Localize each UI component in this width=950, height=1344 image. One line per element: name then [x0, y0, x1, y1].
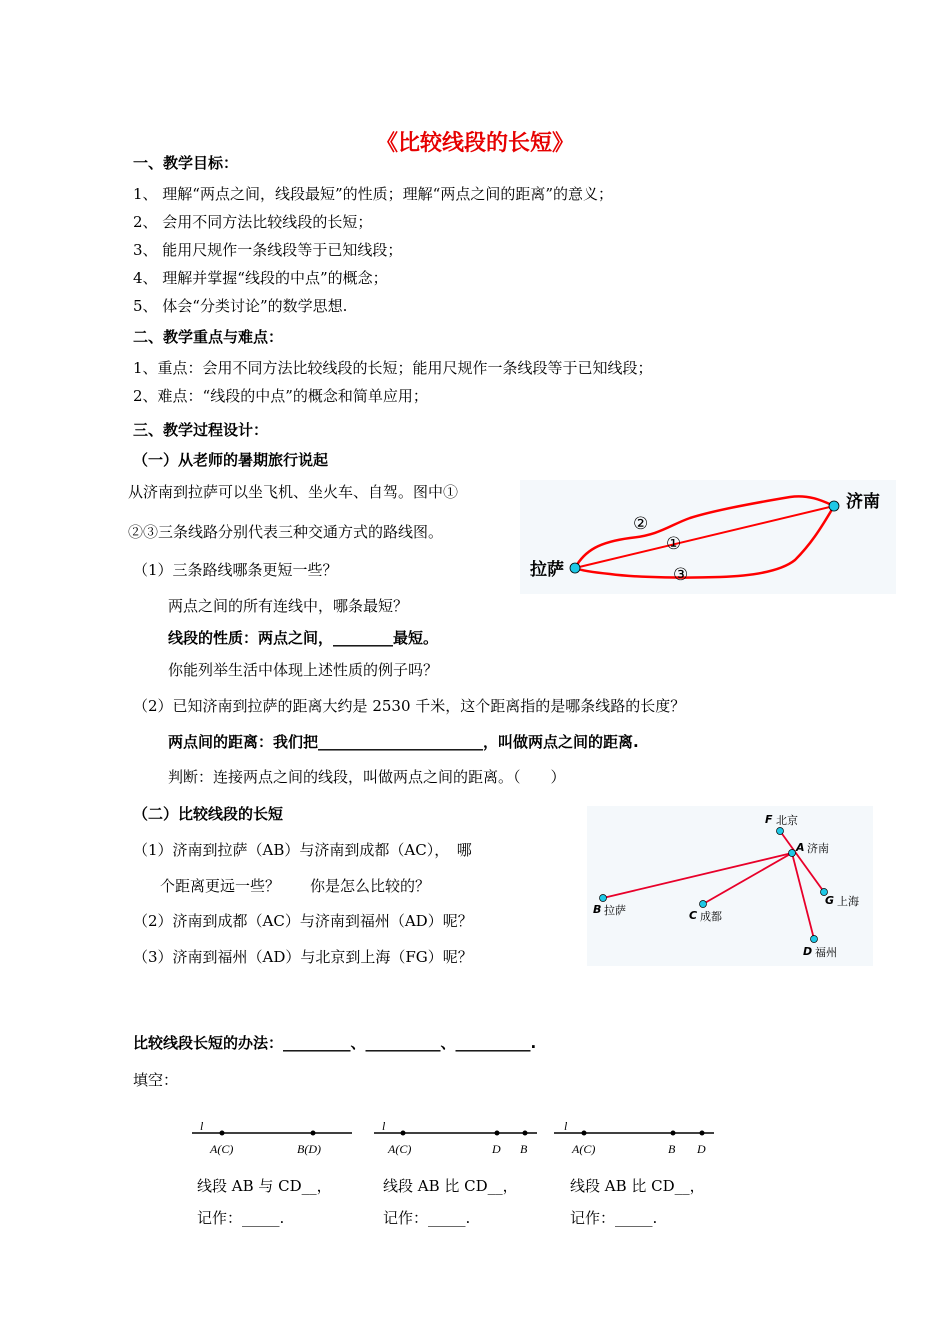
label-G-name: 上海 — [837, 895, 859, 908]
answer-2: 线段 AB 比 CD__， — [383, 1177, 518, 1195]
label-p3: D — [697, 1142, 706, 1156]
number-line-3 — [552, 1118, 722, 1163]
distance-definition: 两点间的距离：我们把______________________，叫做两点之间的距离. — [168, 733, 639, 751]
answer-1: 线段 AB 与 CD__， — [197, 1177, 332, 1195]
page-title: 《比较线段的长短》 — [375, 131, 574, 156]
jinan-label: 济南 — [846, 492, 880, 512]
section-objectives: 一、教学目标： — [133, 154, 239, 172]
part2-question1-a: （1）济南到拉萨（AB）与济南到成都（AC）， 哪 — [133, 841, 472, 859]
part1-q1-sub3: 你能列举生活中体现上述性质的例子吗？ — [168, 661, 439, 679]
line-AD — [792, 853, 814, 939]
part1-intro-line1: 从济南到拉萨可以坐飞机、坐火车、自驾。图中① — [128, 483, 459, 501]
route-3-label: ③ — [673, 565, 689, 585]
part2-question1-b: 个距离更远一些？ 你是怎么比较的？ — [160, 877, 431, 895]
point-B — [523, 1131, 528, 1136]
point-B — [600, 895, 607, 902]
route-map-svg — [520, 480, 896, 594]
label-p2: B(D) — [297, 1142, 321, 1156]
part1-q1-sub1: 两点之间的所有连线中，哪条最短？ — [168, 597, 409, 615]
label-D: D — [803, 945, 813, 958]
label-p1: A(C) — [388, 1142, 412, 1156]
label-B: B — [593, 903, 602, 916]
line-label-l: l — [564, 1119, 568, 1133]
number-line-2 — [372, 1118, 542, 1163]
label-C-name: 成都 — [700, 910, 722, 923]
point-AC — [220, 1131, 225, 1136]
point-AC — [582, 1131, 587, 1136]
part2-question3: （3）济南到福州（AD）与北京到上海（FG）呢？ — [133, 948, 473, 966]
label-p1: A(C) — [210, 1142, 234, 1156]
route-map-figure — [520, 480, 896, 594]
lasa-label: 拉萨 — [530, 560, 564, 580]
part2-question2: （2）济南到成都（AC）与济南到福州（AD）呢？ — [133, 912, 473, 930]
fill-blank-label: 填空： — [133, 1071, 179, 1089]
label-G: G — [825, 894, 835, 907]
number-line-1 — [190, 1118, 360, 1163]
keypoint-1: 1、重点：会用不同方法比较线段的长短；能用尺规作一条线段等于已知线段； — [133, 359, 653, 377]
line-AC — [703, 853, 792, 904]
note-2: 记作：_____. — [383, 1209, 471, 1227]
part1-intro-line2: ②③三条线路分别代表三种交通方式的路线图。 — [128, 523, 444, 541]
city-map-svg — [587, 806, 873, 966]
line-label-l: l — [382, 1119, 386, 1133]
route-2-label: ② — [633, 514, 649, 534]
point-B — [671, 1131, 676, 1136]
part1-question1: （1）三条路线哪条更短一些？ — [133, 561, 338, 579]
point-F — [777, 828, 784, 835]
point-D — [700, 1131, 705, 1136]
label-F-name: 北京 — [776, 814, 798, 827]
part1-heading: （一）从老师的暑期旅行说起 — [133, 451, 329, 469]
lasa-point — [570, 563, 580, 573]
label-A: A — [796, 841, 805, 854]
label-p1: A(C) — [572, 1142, 596, 1156]
objective-3: 3、 能用尺规作一条线段等于已知线段； — [133, 241, 403, 259]
point-C — [700, 901, 707, 908]
point-BD — [311, 1131, 316, 1136]
route-1-label: ① — [666, 534, 682, 554]
objective-1: 1、 理解“两点之间，线段最短”的性质；理解“两点之间的距离”的意义； — [133, 185, 613, 203]
note-1: 记作：_____. — [197, 1209, 285, 1227]
segment-property: 线段的性质：两点之间，________最短。 — [168, 629, 439, 647]
point-A — [789, 850, 796, 857]
label-D-name: 福州 — [815, 946, 837, 959]
keypoint-2: 2、难点：“线段的中点”的概念和简单应用； — [133, 387, 428, 405]
line-label-l: l — [200, 1119, 204, 1133]
point-D — [495, 1131, 500, 1136]
label-p2: D — [492, 1142, 501, 1156]
objective-4: 4、 理解并掌握“线段的中点”的概念； — [133, 269, 388, 287]
comparison-methods: 比较线段长短的办法：_________、__________、__________. — [133, 1034, 537, 1052]
label-A-name: 济南 — [807, 842, 829, 855]
section-process: 三、教学过程设计： — [133, 421, 269, 439]
label-C: C — [689, 909, 698, 922]
answer-3: 线段 AB 比 CD__， — [570, 1177, 705, 1195]
objective-5: 5、 体会“分类讨论”的数学思想. — [133, 297, 348, 315]
city-map-figure — [587, 806, 873, 966]
section-keypoints: 二、教学重点与难点： — [133, 328, 284, 346]
objective-2: 2、 会用不同方法比较线段的长短； — [133, 213, 373, 231]
point-AC — [401, 1131, 406, 1136]
part2-heading: （二）比较线段的长短 — [133, 805, 284, 823]
label-B-name: 拉萨 — [604, 904, 626, 917]
label-p3: B — [520, 1142, 528, 1156]
label-p2: B — [668, 1142, 676, 1156]
label-F: F — [765, 813, 773, 826]
point-D — [811, 936, 818, 943]
part1-question2: （2）已知济南到拉萨的距离大约是 2530 千米，这个距离指的是哪条线路的长度？ — [133, 697, 686, 715]
note-3: 记作：_____. — [570, 1209, 658, 1227]
line-AB — [603, 853, 792, 898]
jinan-point — [829, 501, 839, 511]
judgement-question: 判断：连接两点之间的线段，叫做两点之间的距离。（ ） — [168, 768, 566, 786]
